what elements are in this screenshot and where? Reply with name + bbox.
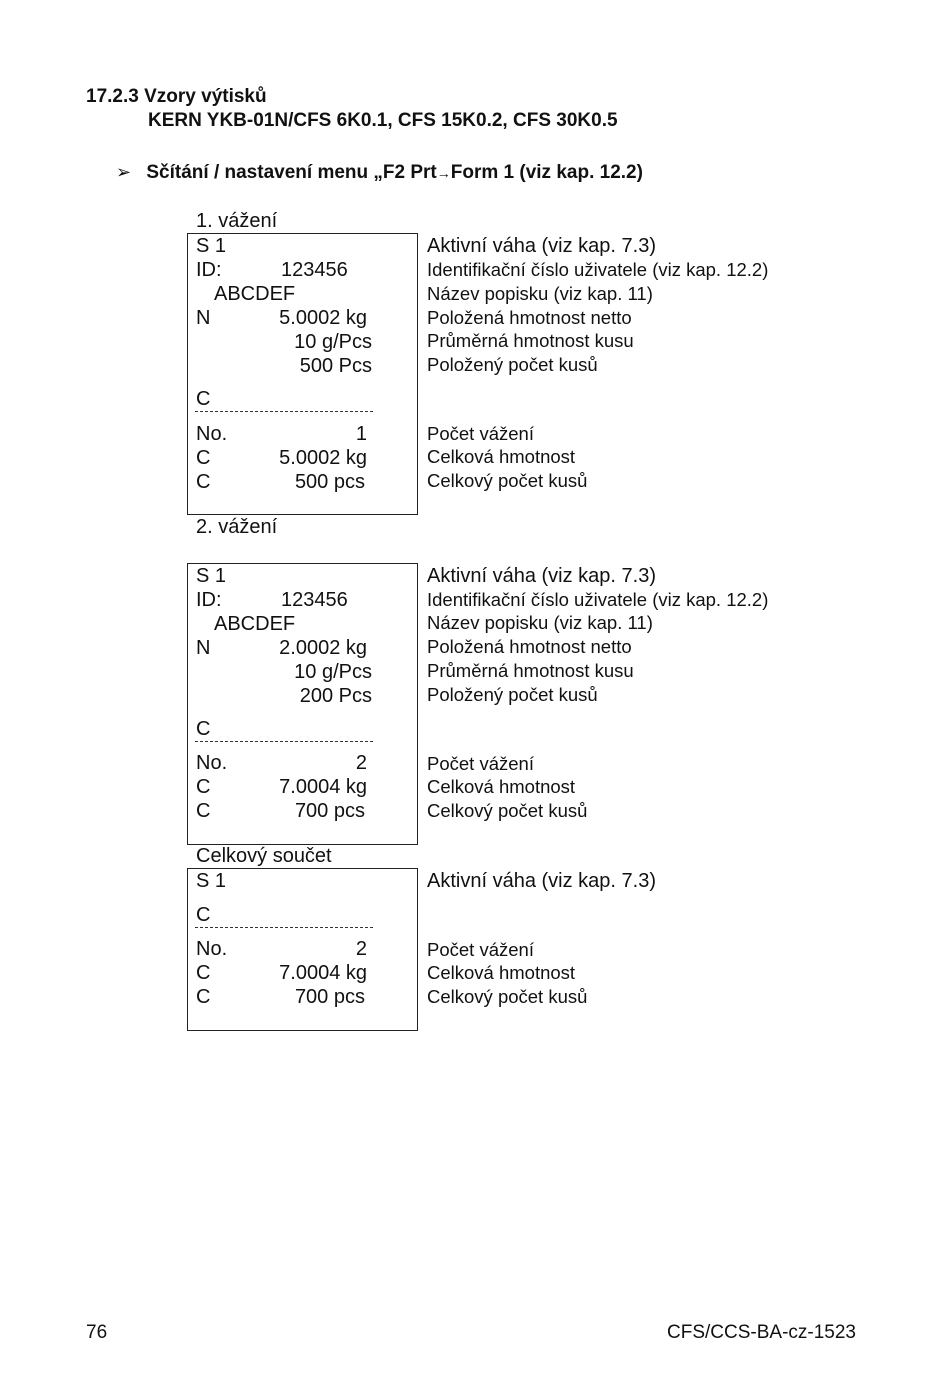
bullet-text-start: Sčítání / nastavení menu „F2 Prt — [146, 162, 437, 183]
receipt-total-pcs-value: 500 pcs — [294, 471, 365, 493]
receipt-total-weight-label: C — [196, 447, 211, 469]
annotation-total-pcs: Celkový počet kusů — [427, 986, 588, 1007]
receipt-total-weight-label: C — [196, 962, 211, 984]
receipt-no-label: No. — [196, 423, 228, 445]
receipt-pcs: 500 Pcs — [299, 355, 372, 377]
annotation-total-weight: Celková hmotnost — [427, 446, 576, 467]
receipt-net-label: N — [196, 307, 211, 329]
annotation-avg-weight: Průměrná hmotnost kusu — [427, 660, 634, 681]
bullet-arrow-icon: ➢ — [116, 162, 132, 182]
receipt-net-label: N — [196, 637, 211, 659]
section-subtitle: KERN YKB-01N/CFS 6K0.1, CFS 15K0.2, CFS 30K0.5 — [148, 110, 618, 131]
annotation-total-weight: Celková hmotnost — [427, 776, 576, 797]
annotation-total-pcs: Celkový počet kusů — [427, 800, 588, 821]
annotation-label-name: Název popisku (viz kap. 11) — [427, 283, 653, 304]
receipt-pcs: 200 Pcs — [299, 685, 372, 707]
receipt-c: C — [196, 388, 211, 410]
receipt-name: ABCDEF — [214, 283, 296, 305]
right-arrow-icon: → — [436, 165, 451, 181]
document-code: CFS/CCS-BA-cz-1523 — [667, 1322, 856, 1343]
receipt-line-s1: S 1 — [196, 565, 227, 587]
receipt-no-value: 1 — [355, 423, 367, 445]
annotation-total-pcs: Celkový počet kusů — [427, 470, 588, 491]
receipt-id-value: 123456 — [281, 259, 348, 281]
annotation-weighing-count: Počet vážení — [427, 939, 534, 960]
section-heading: 17.2.3 Vzory výtisků — [86, 86, 267, 107]
receipt-id-value: 123456 — [281, 589, 348, 611]
receipt-avg-weight: 10 g/Pcs — [294, 331, 372, 353]
annotation-total-weight: Celková hmotnost — [427, 962, 576, 983]
annotation-weighing-count: Počet vážení — [427, 753, 534, 774]
annotation-user-id: Identifikační číslo uživatele (viz kap. 12.2) — [427, 589, 769, 610]
receipt-total-pcs-label: C — [196, 471, 211, 493]
receipt-net-value: 2.0002 kg — [279, 637, 367, 659]
receipt-name: ABCDEF — [214, 613, 296, 635]
bullet-text-end: Form 1 (viz kap. 12.2) — [450, 162, 643, 183]
annotation-avg-weight: Průměrná hmotnost kusu — [427, 330, 634, 351]
receipt-dashed-divider — [195, 927, 373, 928]
annotation-pcs: Položený počet kusů — [427, 354, 598, 375]
receipt-no-label: No. — [196, 938, 228, 960]
receipt-line-s1: S 1 — [196, 235, 227, 257]
annotation-pcs: Položený počet kusů — [427, 684, 598, 705]
receipt-total-pcs-label: C — [196, 986, 211, 1008]
section-label-grand-total: Celkový součet — [196, 845, 332, 867]
receipt-total-weight-value: 5.0002 kg — [279, 447, 367, 469]
receipt-no-value: 2 — [355, 752, 367, 774]
receipt-line-s1: S 1 — [196, 870, 227, 892]
annotation-label-name: Název popisku (viz kap. 11) — [427, 612, 653, 633]
receipt-total-pcs-value: 700 pcs — [294, 986, 365, 1008]
receipt-id-label: ID: — [196, 589, 222, 611]
receipt-c: C — [196, 904, 211, 926]
receipt-c: C — [196, 718, 211, 740]
receipt-avg-weight: 10 g/Pcs — [294, 661, 372, 683]
annotation-net-weight: Položená hmotnost netto — [427, 636, 632, 657]
section-label-weighing-1: 1. vážení — [196, 210, 278, 232]
annotation-user-id: Identifikační číslo uživatele (viz kap. 12.2) — [427, 259, 769, 280]
receipt-total-pcs-value: 700 pcs — [294, 800, 365, 822]
section-label-weighing-2: 2. vážení — [196, 516, 278, 538]
receipt-total-weight-value: 7.0004 kg — [279, 776, 367, 798]
receipt-total-pcs-label: C — [196, 800, 211, 822]
receipt-no-value: 2 — [355, 938, 367, 960]
page-number: 76 — [86, 1322, 108, 1343]
annotation-active-scale: Aktivní váha (viz kap. 7.3) — [427, 870, 656, 892]
receipt-net-value: 5.0002 kg — [279, 307, 367, 329]
bullet-line — [116, 162, 643, 184]
annotation-active-scale: Aktivní váha (viz kap. 7.3) — [427, 235, 656, 257]
receipt-total-weight-value: 7.0004 kg — [279, 962, 367, 984]
receipt-total-weight-label: C — [196, 776, 211, 798]
receipt-dashed-divider — [195, 411, 373, 412]
receipt-dashed-divider — [195, 741, 373, 742]
annotation-active-scale: Aktivní váha (viz kap. 7.3) — [427, 565, 656, 587]
annotation-net-weight: Položená hmotnost netto — [427, 307, 632, 328]
annotation-weighing-count: Počet vážení — [427, 423, 534, 444]
receipt-id-label: ID: — [196, 259, 222, 281]
receipt-no-label: No. — [196, 752, 228, 774]
